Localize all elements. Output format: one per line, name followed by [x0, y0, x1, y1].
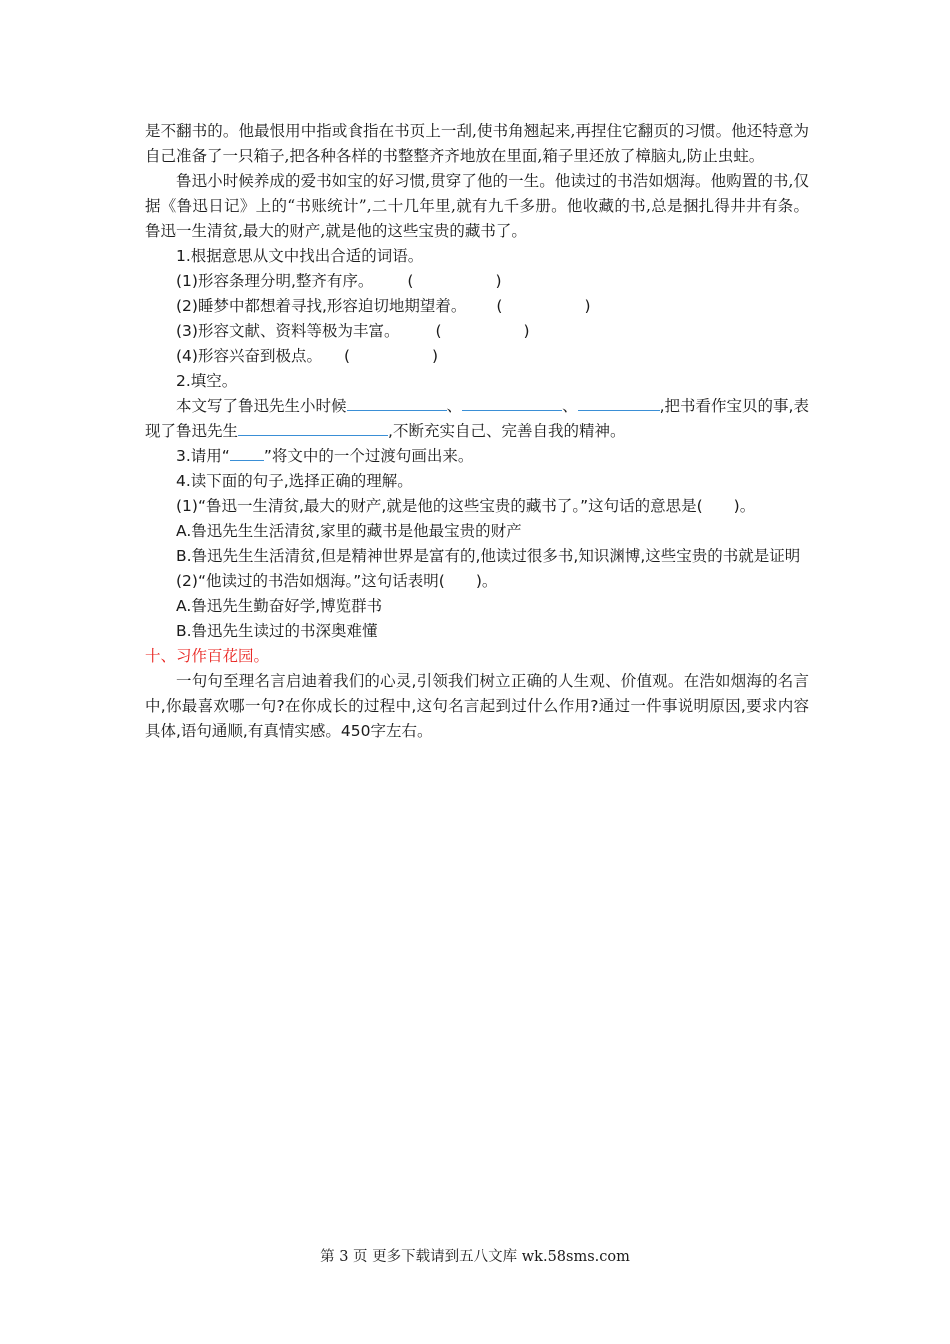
question-1-item-1 [145, 269, 809, 294]
answer-paren-open: ( [407, 272, 414, 290]
document-content [145, 119, 809, 744]
question-4-sub-2: (2)“他读过的书浩如烟海。”这句话表明( )。 [176, 572, 498, 590]
passage-paragraph-1: 是不翻书的。他最恨用中指或食指在书页上一刮,使书角翘起来,再捏住它翻页的习惯。他还特意为自己准备了一只箱子,把各种各样的书整整齐齐地放在里面,箱子里还放了樟脑丸,防止虫蛀。 [145, 122, 809, 165]
section-10-body: 一句句至理名言启迪着我们的心灵,引领我们树立正确的人生观、价值观。在浩如烟海的名言中,你最喜欢哪一句?在你成长的过程中,这句名言起到过什么作用?通过一件事说明原因,要求内容具体,语句通顺,有真情实感。450字左右。 [145, 672, 809, 740]
fill-separator-1: 、 [446, 397, 463, 415]
fill-separator-2: 、 [562, 397, 578, 415]
question-4-sub-1-option-a: A.鲁迅先生生活清贫,家里的藏书是他最宝贵的财产 [176, 522, 522, 540]
page-footer: 第 3 页 更多下载请到五八文库 wk.58sms.com [320, 1249, 630, 1265]
question-1-stem: 1.根据意思从文中找出合适的词语。 [176, 247, 424, 265]
question-3 [145, 444, 809, 469]
passage-paragraph-2: 鲁迅小时候养成的爱书如宝的好习惯,贯穿了他的一生。他读过的书浩如烟海。他购置的书,仅据《鲁迅日记》上的“书账统计”,二十几年里,就有九千多册。他收藏的书,总是捆扎得井井有条。鲁迅一生清贫,最大的财产,就是他的这些宝贵的藏书了。 [145, 172, 809, 240]
question-2-stem: 2.填空。 [176, 372, 238, 390]
underline-sample [230, 444, 264, 461]
item-text: (2)睡梦中都想着寻找,形容迫切地期望着。 [176, 297, 467, 315]
question-4-stem: 4.读下面的句子,选择正确的理解。 [176, 472, 413, 490]
answer-paren-open: ( [343, 347, 351, 365]
section-10-title: 十、习作百花园。 [145, 647, 270, 665]
answer-paren-open: ( [496, 297, 503, 315]
question-1-item-3 [145, 319, 809, 344]
fill-text-2: ,把书看作宝贝的事,表现了鲁迅先生 [145, 397, 809, 440]
question-3-text-pre: 3.请用“ [176, 447, 230, 465]
item-text: (1)形容条理分明,整齐有序。 [176, 272, 374, 290]
fill-blank-1[interactable] [347, 394, 447, 411]
answer-paren-close: ) [495, 272, 502, 290]
question-1-item-2 [145, 294, 809, 319]
question-4-sub-1-option-b: B.鲁迅先生生活清贫,但是精神世界是富有的,他读过很多书,知识渊博,这些宝贵的书就是证明 [176, 547, 801, 565]
fill-blank-2[interactable] [462, 394, 562, 411]
question-2-body [145, 394, 809, 444]
fill-blank-4[interactable] [238, 419, 388, 436]
question-4-sub-1: (1)“鲁迅一生清贫,最大的财产,就是他的这些宝贵的藏书了。”这句话的意思是( )。 [176, 497, 756, 515]
question-1-item-4 [145, 344, 809, 369]
question-4-sub-2-option-a: A.鲁迅先生勤奋好学,博览群书 [176, 597, 383, 615]
answer-paren-close: ) [584, 297, 591, 315]
fill-text-3: ,不断充实自己、完善自我的精神。 [388, 422, 626, 440]
answer-paren-close: ) [523, 322, 530, 340]
item-text: (3)形容文献、资料等极为丰富。 [176, 322, 400, 340]
fill-text-1: 本文写了鲁迅先生小时候 [176, 397, 347, 415]
item-text: (4)形容兴奋到极点。 [176, 347, 322, 365]
answer-paren-open: ( [435, 322, 442, 340]
answer-paren-close: ) [432, 347, 439, 365]
question-3-text-post: ”将文中的一个过渡句画出来。 [263, 447, 474, 465]
question-4-sub-2-option-b: B.鲁迅先生读过的书深奥难懂 [176, 622, 378, 640]
fill-blank-3[interactable] [578, 394, 660, 411]
